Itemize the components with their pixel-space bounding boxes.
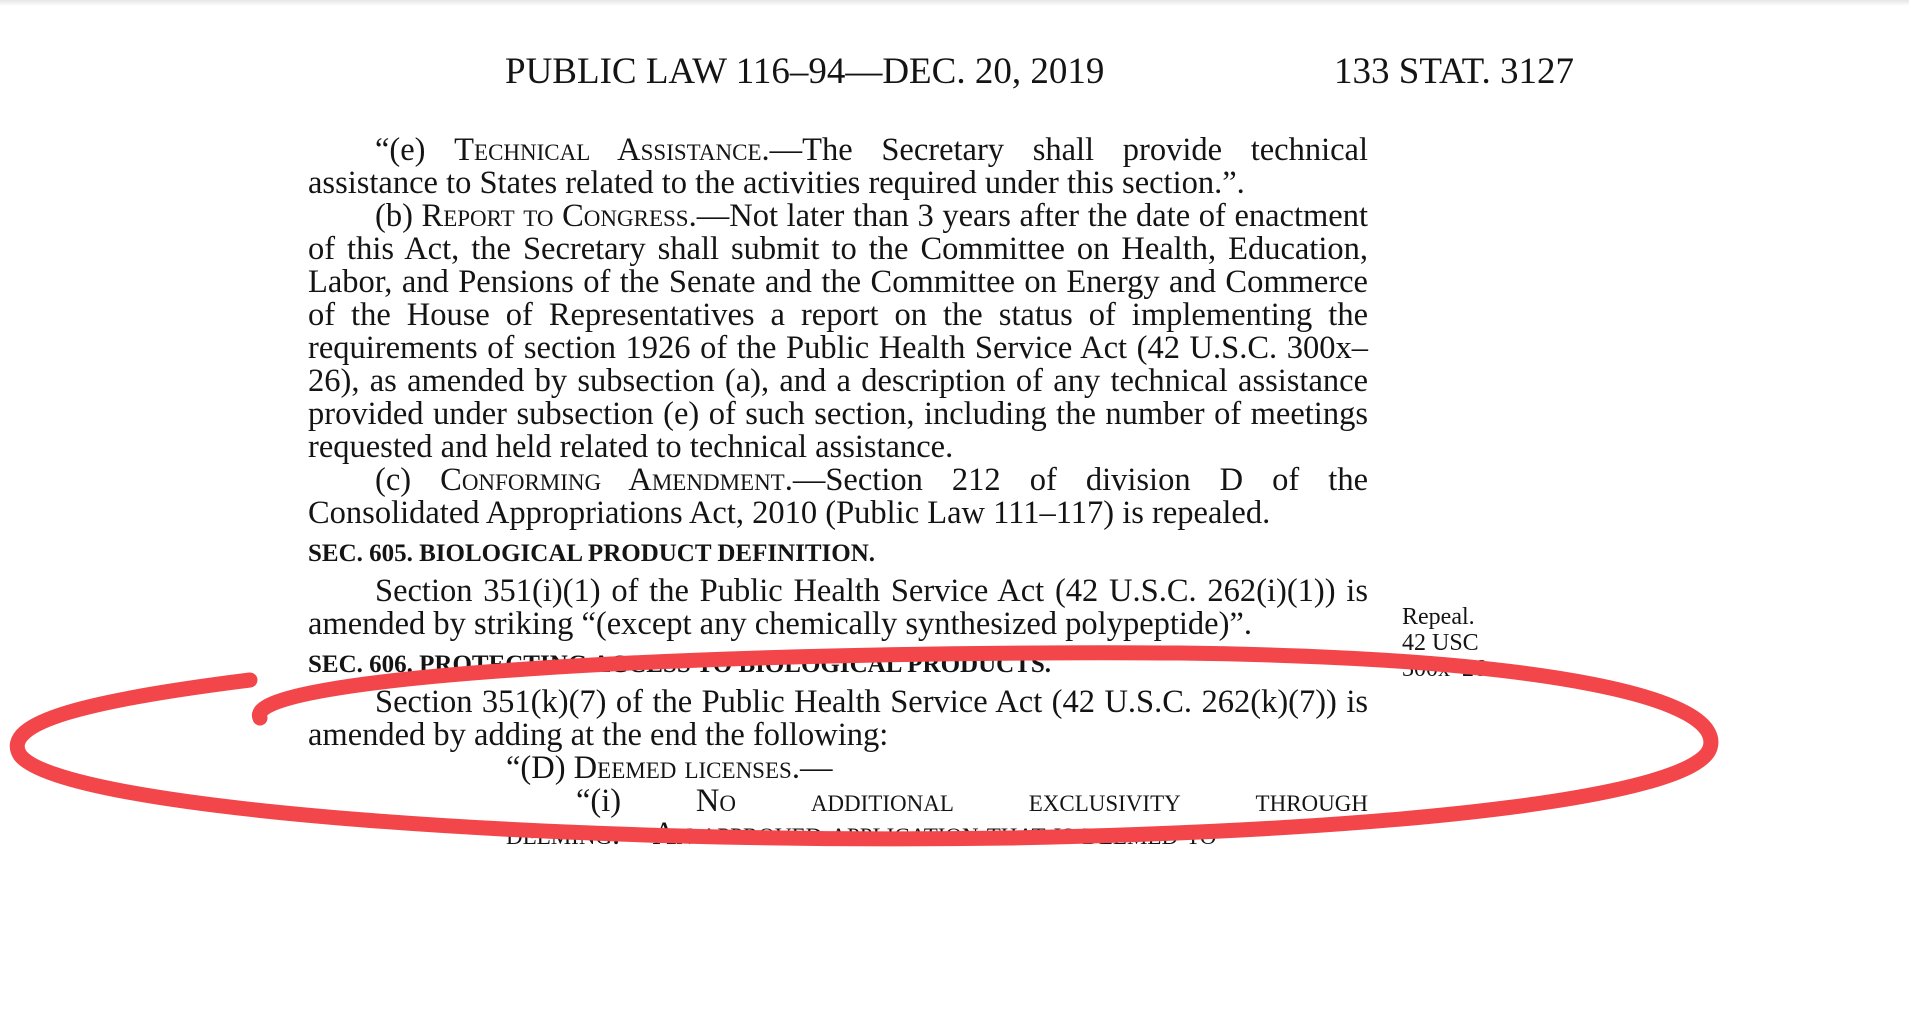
subparagraph-deemed-licenses — [308, 752, 1368, 785]
section-606-text: Section 351(k)(7) of the Public Health Service Act (42 U.S.C. 262(k)(7)) is amended by adding at the end the following: — [308, 684, 1368, 753]
clause-open: “(i) — [576, 783, 696, 819]
law-text-body — [308, 134, 1368, 851]
paragraph-heading: Conforming Amendment — [440, 462, 785, 498]
page-header-title: PUBLIC LAW 116–94—DEC. 20, 2019 — [505, 51, 1105, 92]
paragraph-text: .—Not later than 3 years after the date of enactment of this Act, the Secretary shall submit to the Committee on Health, Education, Labor, and Pensions of the Senate and the Committee on Energy and Commerce of the House of Representatives a report on the status of implementing the requirements of section 1926 of the Public Health Service Act (42 U.S.C. 300x–26), as amended by subsection (a), and a description of any technical assistance provided under subsection (e) of such section, including the number of meetings requested and held related to technical assistance. — [308, 198, 1368, 465]
subparagraph-close: .— — [791, 750, 833, 786]
margin-note-line: 42 USC — [1402, 630, 1479, 656]
paragraph-heading: Technical Assistance — [454, 132, 762, 168]
paragraph-text: .—Section 212 of division D of the Consolidated Appropriations Act, 2010 (Public Law 111–117) is repealed. — [308, 462, 1369, 531]
paragraph-text: .—The Secretary shall provide technical assistance to States related to the activities required under this section.”. — [308, 132, 1368, 201]
clause-no-additional-exclusivity — [308, 785, 1368, 818]
margin-note-line: 300x–26a. — [1402, 656, 1503, 682]
paragraph-conforming-amendment — [308, 464, 1368, 530]
paragraph-report-to-congress — [308, 200, 1368, 464]
page-header-stat: 133 STAT. 3127 — [1334, 51, 1574, 92]
subparagraph-heading: Deemed licenses — [573, 750, 792, 786]
clause-heading: No additional exclusivity through — [695, 783, 1368, 819]
subparagraph-open: “(D) — [506, 750, 574, 786]
paragraph-open: “(e) — [375, 132, 455, 168]
section-606-heading: SEC. 606. PROTECTING ACCESS TO BIOLOGICAL PRODUCTS. — [308, 651, 1052, 678]
section-605-text: Section 351(i)(1) of the Public Health Service Act (42 U.S.C. 262(i)(1)) is amended by striking “(except any chemically synthesized polypeptide)”. — [308, 573, 1368, 642]
clause-continuation-cut: deeming.—An approved application that is deemed to — [506, 816, 1217, 852]
paragraph-technical-assistance — [308, 134, 1368, 200]
paragraph-heading: Report to Congress — [421, 198, 689, 234]
section-605-heading: SEC. 605. BIOLOGICAL PRODUCT DEFINITION. — [308, 540, 876, 567]
margin-note — [1402, 604, 1602, 682]
top-edge-shadow — [0, 0, 1909, 6]
margin-note-line: Repeal. — [1402, 604, 1475, 630]
paragraph-open: (b) — [375, 198, 422, 234]
paragraph-open: (c) — [375, 462, 441, 498]
